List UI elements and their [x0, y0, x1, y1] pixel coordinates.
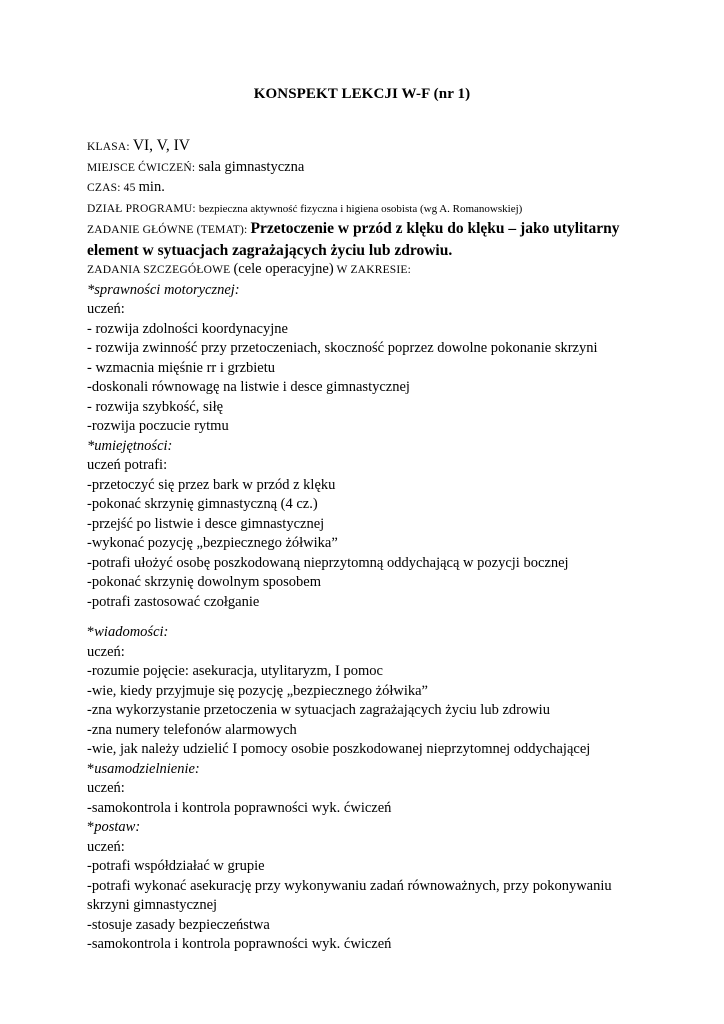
- heading-star: *: [87, 624, 95, 640]
- section-heading-postaw: [87, 818, 647, 838]
- section-heading-wiadomosci: [87, 623, 647, 643]
- klasa-label: KLASA:: [87, 141, 133, 153]
- zadanie-label: ZADANIE GŁÓWNE (TEMAT):: [87, 224, 251, 236]
- list-item: -samokontrola i kontrola poprawności wyk. ćwiczeń: [87, 799, 392, 816]
- zadania-szczegolowe-line: [87, 260, 647, 281]
- list-item: -pokonać skrzynię gimnastyczną (4 cz.): [87, 496, 318, 512]
- section-intro: uczeń:: [87, 643, 125, 660]
- list-item: -potrafi wykonać asekurację przy wykonywaniu zadań równoważnych, przy pokonywaniu: [87, 877, 612, 894]
- list-item: -wie, kiedy przyjmuje się pozycję „bezpiecznego żółwika”: [87, 682, 428, 699]
- heading-text: postaw:: [94, 819, 141, 835]
- list-item: -potrafi zastosować czołganie: [87, 593, 260, 610]
- dzial-value: bezpieczna aktywność fizyczna i higiena osobista (wg A. Romanowskiej): [198, 202, 523, 215]
- list-item: -przejść po listwie i desce gimnastycznej: [87, 515, 325, 532]
- list-item: -rozumie pojęcie: asekuracja, utylitaryzm, I pomoc: [87, 663, 383, 679]
- zadanie-value-1: Przetoczenie w przód z klęku do klęku – jako utylitarny: [250, 220, 620, 237]
- klasa-value: VI, V, IV: [132, 137, 190, 154]
- heading-star: *: [87, 760, 95, 777]
- list-item: -rozwija poczucie rytmu: [87, 418, 229, 434]
- list-item: -potrafi współdziałać w grupie: [87, 858, 265, 874]
- list-item: -zna wykorzystanie przetoczenia w sytuacjach zagrażających życiu lub zdrowiu: [87, 702, 550, 718]
- dzial-line: [87, 199, 647, 220]
- document-title: KONSPEKT LEKCJI W-F (nr 1): [253, 86, 471, 102]
- list-item: - rozwija szybkość, siłę: [87, 398, 224, 415]
- section-intro: uczeń:: [87, 301, 125, 317]
- list-item: - rozwija zwinność przy przetoczeniach, skoczność poprzez dowolne pokonanie skrzyni: [87, 340, 598, 356]
- zadanie-line: [87, 219, 647, 241]
- czas-value: min.: [138, 179, 165, 195]
- list-item: -doskonali równowagę na listwie i desce gimnastycznej: [87, 379, 410, 395]
- heading-text: usamodzielnienie:: [94, 760, 200, 777]
- miejsce-line: [87, 158, 647, 179]
- list-item: -pokonać skrzynię dowolnym sposobem: [87, 574, 321, 590]
- zadanie-value-2: element w sytuacjach zagrażających życiu lub zdrowiu.: [87, 241, 453, 259]
- list-item: - rozwija zdolności koordynacyjne: [87, 320, 288, 337]
- miejsce-label: MIEJSCE ĆWICZEŃ:: [87, 161, 199, 174]
- list-item: -samokontrola i kontrola poprawności wyk. ćwiczeń: [87, 936, 392, 952]
- list-item: - wzmacnia mięśnie rr i grzbietu: [87, 359, 276, 376]
- section-intro: uczeń:: [87, 780, 125, 796]
- section-heading-umiejetnosci: *umiejętności:: [87, 437, 173, 454]
- section-gap: [87, 612, 647, 623]
- section-intro: uczeń:: [87, 838, 125, 855]
- list-item: -zna numery telefonów alarmowych: [87, 721, 297, 738]
- miejsce-value: sala gimnastyczna: [198, 158, 305, 175]
- section-intro: uczeń potrafi:: [87, 457, 168, 473]
- list-item: -stosuje zasady bezpieczeństwa: [87, 916, 270, 933]
- heading-text: wiadomości:: [94, 624, 169, 640]
- list-item: skrzyni gimnastycznej: [87, 897, 218, 913]
- zadania-szczegolowe-label-end: W ZAKRESIE:: [333, 264, 412, 276]
- czas-line: [87, 178, 647, 199]
- zadania-szczegolowe-label: ZADANIA SZCZEGÓŁOWE: [87, 264, 234, 276]
- section-heading-usamodzielnienie: [87, 760, 647, 780]
- list-item: -wie, jak należy udzielić I pomocy osobie poszkodowanej nieprzytomnej oddychającej: [87, 741, 591, 757]
- list-item: -wykonać pozycję „bezpiecznego żółwika”: [87, 535, 338, 551]
- klasa-line: [87, 136, 647, 158]
- dzial-label: DZIAŁ PROGRAMU:: [87, 202, 199, 215]
- document-body: [87, 136, 647, 955]
- heading-star: *: [87, 819, 95, 835]
- list-item: -potrafi ułożyć osobę poszkodowaną nieprzytomną oddychającą w pozycji bocznej: [87, 554, 569, 571]
- list-item: -przetoczyć się przez bark w przód z klęku: [87, 476, 336, 493]
- section-heading-sprawnosci: *sprawności motorycznej:: [87, 281, 240, 298]
- zadania-szczegolowe-mid: (cele operacyjne): [233, 261, 334, 277]
- czas-label: CZAS: 45: [87, 182, 139, 194]
